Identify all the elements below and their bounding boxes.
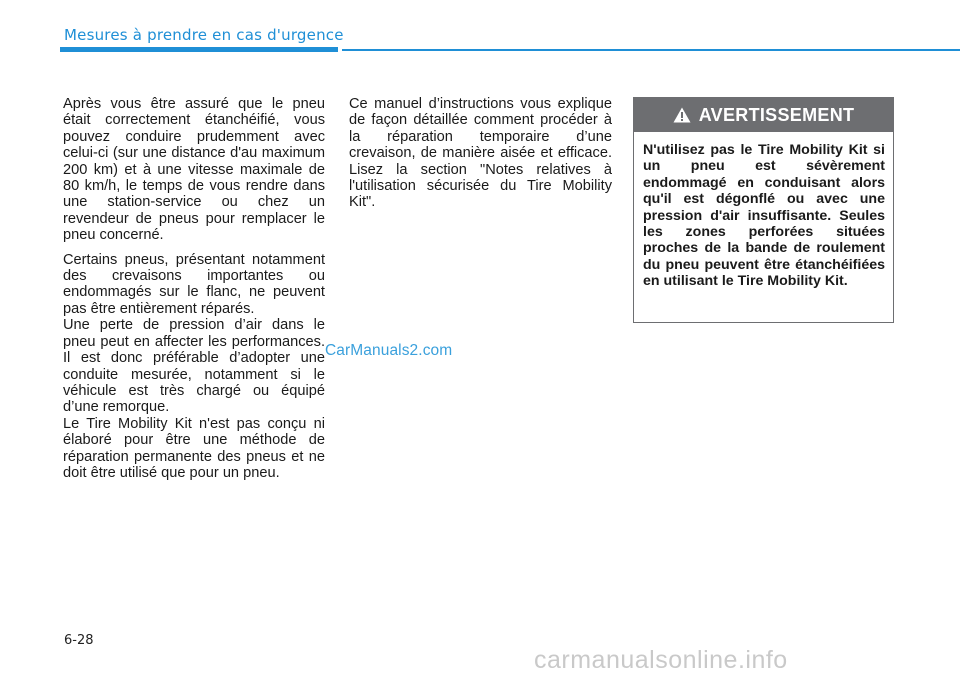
watermark: CarManuals2.com	[325, 342, 453, 359]
page-number: 6-28	[64, 633, 94, 648]
header-rule-thin	[342, 49, 960, 51]
text-column-2	[349, 96, 612, 219]
warning-triangle-icon	[673, 107, 691, 123]
warning-title: AVERTISSEMENT	[698, 104, 855, 125]
warning-text: N'utilisez pas le Tire Mobility Kit si un pneu est sévèrement endommagé en conduisant alors qu'il est dégonflé ou avec une pression d'air insuffisante. Seules les zones perforées situées proches de la bande de roulement du pneu peuvent être étanchéifiées en utilisant le Tire Mobility Kit.	[643, 142, 885, 290]
warning-box	[633, 97, 894, 323]
text-column-1	[63, 96, 325, 481]
paragraph: Certains pneus, présentant notamment des crevaisons importantes ou endommagés sur le flanc, ne peuvent pas être entièrement réparés.	[63, 251, 325, 317]
paragraph: Une perte de pression d’air dans le pneu peut en affecter les performances. Il est donc préférable d’adopter une conduite mesurée, notamment si le véhicule est très chargé ou équipé d’une remorque.	[63, 317, 325, 416]
warning-header	[634, 98, 893, 132]
header-rule-thick	[60, 47, 338, 52]
footer-watermark: carmanualsonline.info	[534, 646, 788, 674]
paragraph: Après vous être assuré que le pneu était correctement étanchéifié, vous pouvez conduire prudemment avec celui-ci (sur une distance d'au maximum 200 km) et à une vitesse maximale de 80 km/h, le temps de vous rendre dans une station-service ou chez un revendeur de pneus pour remplacer le pneu concerné.	[63, 96, 325, 244]
paragraph: Le Tire Mobility Kit n'est pas conçu ni élaboré pour être une méthode de réparation permanente des pneus et ne doit être utilisé que pour un pneu.	[63, 415, 325, 481]
section-title: Mesures à prendre en cas d'urgence	[64, 26, 344, 44]
paragraph: Ce manuel d’instructions vous explique de façon détaillée comment procéder à la réparation temporaire d’une crevaison, de manière aisée et efficace. Lisez la section "Notes relatives à l'utilisation sécurisée du Tire Mobility Kit".	[349, 96, 612, 211]
